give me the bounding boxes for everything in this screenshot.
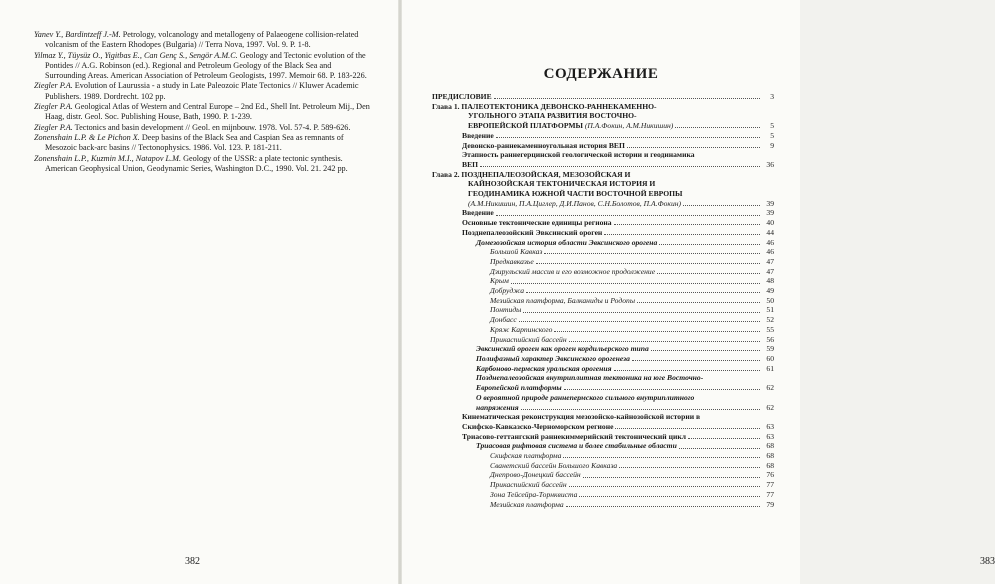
toc-entry-label — [468, 199, 681, 208]
toc-page-number: 68 — [766, 451, 774, 461]
reference-authors: Yanev Y., Bardintzeff J.-M. — [34, 30, 121, 39]
toc-leader-dots — [627, 147, 760, 148]
toc-leader-dots — [579, 496, 760, 497]
toc-entry-label: ВЕП — [462, 159, 479, 169]
toc-leader-dots — [583, 477, 760, 478]
toc-leader-dots — [651, 350, 760, 351]
toc-entry-label: Глава 2. ПОЗДНЕПАЛЕОЗОЙСКАЯ, МЕЗОЗОЙСКАЯ И — [432, 169, 631, 179]
toc-leader-dots — [683, 205, 760, 206]
toc-entry-label: Сванетский бассейн Большого Кавказа — [490, 460, 618, 470]
toc-leader-dots — [480, 166, 760, 167]
toc-page-number: 9 — [770, 140, 774, 150]
toc-entry-label: Основные тектонические единицы региона — [462, 218, 612, 228]
toc-leader-dots — [521, 409, 760, 410]
toc-page-number: 62 — [766, 383, 774, 393]
toc-entry — [432, 432, 774, 441]
toc-leader-dots — [564, 389, 760, 390]
page-number-left: 382 — [185, 556, 200, 567]
toc-leader-dots — [637, 302, 760, 303]
reference-item — [34, 102, 374, 123]
toc-entry — [432, 412, 774, 421]
toc-entry — [432, 315, 774, 324]
toc-page-number: 60 — [766, 353, 774, 363]
toc-entry — [432, 344, 774, 353]
toc-leader-dots — [604, 234, 760, 235]
toc-leader-dots — [496, 137, 760, 138]
reference-authors: Yilmaz Y., Tüysüz O., Yigitbas E., Can Genç S., Sengör A.M.C. — [34, 50, 238, 60]
toc-entry — [432, 276, 774, 285]
toc-entry — [432, 247, 774, 256]
toc-entry — [432, 296, 774, 305]
toc-entry — [432, 92, 774, 101]
left-page — [0, 0, 398, 584]
toc-page-number: 62 — [766, 402, 774, 412]
toc-entry — [432, 208, 774, 217]
toc-page-number: 51 — [766, 305, 774, 315]
toc-entry-label: Позднепалеозойская внутриплитная тектоника на юге Восточно- — [476, 373, 704, 383]
toc-page-number: 76 — [766, 470, 774, 480]
toc-entry — [432, 325, 774, 334]
toc-page-number: 36 — [766, 159, 774, 169]
toc-leader-dots — [679, 448, 760, 449]
toc-leader-dots — [632, 360, 760, 361]
toc-leader-dots — [659, 244, 760, 245]
toc-entry-label: Карбоново-пермская уральская орогения — [476, 363, 612, 373]
toc-entry-label: напряжения — [476, 402, 519, 412]
toc-entry — [432, 150, 774, 159]
reference-item — [34, 154, 374, 175]
toc-entry-label: ПРЕДИСЛОВИЕ — [432, 92, 492, 101]
toc-leader-dots — [523, 312, 760, 313]
reference-authors: Ziegler P.A. — [34, 102, 73, 112]
toc-entry — [432, 383, 774, 392]
toc-page-number: 68 — [766, 460, 774, 470]
toc-entry — [432, 500, 774, 509]
toc-leader-dots — [615, 428, 760, 429]
toc-entry-label: Понтиды — [490, 305, 522, 315]
toc-entry — [432, 305, 774, 314]
toc-leader-dots — [657, 273, 760, 274]
toc-page-number: 50 — [766, 295, 774, 305]
toc-entry — [432, 286, 774, 295]
toc-entry — [432, 102, 774, 111]
toc-entry — [432, 189, 774, 198]
toc-entry — [432, 131, 774, 140]
toc-entry-label: Дзирульский массив и его возможное продолжение — [490, 266, 656, 276]
toc-entry-label: Глава 1. ПАЛЕОТЕКТОНИКА ДЕВОНСКО-РАННЕКАМЕННО- — [432, 101, 657, 111]
toc-leader-dots — [544, 253, 760, 254]
toc-page-number: 46 — [766, 237, 774, 247]
reference-authors: Zonenshain L.P. & Le Pichon X. — [34, 132, 140, 142]
toc-entry — [432, 451, 774, 460]
toc-leader-dots — [675, 127, 760, 128]
toc-entry — [432, 364, 774, 373]
toc-entry — [432, 141, 774, 150]
toc-leader-dots — [569, 341, 760, 342]
reference-text: Tectonics and basin development // Geol. en mijnbouw. 1978. Vol. 57-4. P. 589-626. — [72, 122, 351, 132]
toc-entry-label: Зона Тейсейра-Торнквиста — [490, 489, 578, 499]
toc-entry-label: Триасовая рифтовая система и более стабильные области — [476, 441, 677, 451]
toc-page-number: 3 — [770, 92, 774, 101]
right-page — [402, 0, 995, 584]
toc-page-number: 63 — [766, 431, 774, 441]
reference-text: Geological Atlas of Western and Central Europe – 2nd Ed., Shell Int. Petroleum Mij., Den Haag, distr. Geol. Soc. Publishing House, Bath, 1990. P. 1-239. — [45, 102, 370, 122]
toc-entry-label: Скифская платформа — [490, 451, 562, 461]
toc-leader-dots — [563, 457, 760, 458]
toc-entry-label: Прикаспийский бассейн — [490, 480, 567, 490]
toc-entry-label: Домезозойская история области Эвксинского орогена — [476, 237, 658, 247]
toc-page-number: 46 — [766, 247, 774, 257]
toc-entry-label: ЕВРОПЕЙСКОЙ ПЛАТФОРМЫ (П.А.Фокин, А.М.Никишин) — [468, 121, 674, 131]
toc-entry-label: Крым — [490, 276, 509, 286]
toc-entry — [432, 335, 774, 344]
toc-leader-dots — [614, 370, 761, 371]
toc-page-number: 56 — [766, 334, 774, 344]
reference-item — [34, 123, 374, 133]
toc-entry-label: О вероятной природе раннепермского сильного внутриплитного — [476, 392, 695, 402]
toc-entry-label: Европейской платформы — [476, 383, 562, 393]
toc-entry — [432, 228, 774, 237]
toc-entry-authors: (П.А.Фокин, А.М.Никишин) — [582, 121, 674, 131]
toc-entry-label: Мезийская платформа, Балканиды и Родопы — [490, 295, 635, 305]
toc-entry — [432, 267, 774, 276]
reference-text: Geology and Tectonic evolution of the Pontides // A.G. Robinson (ed.). Regional and Petroleum Geology of the Black Sea and Surrounding Areas. American Association of Petroleum Geologists, 1997. Memoir 68. P. 183-226. — [45, 50, 367, 81]
table-of-contents — [432, 92, 774, 509]
toc-entry — [432, 441, 774, 450]
toc-entry — [432, 403, 774, 412]
toc-page-number: 5 — [770, 121, 774, 131]
toc-leader-dots — [511, 283, 760, 284]
toc-page-number: 47 — [766, 256, 774, 266]
toc-entry-label: Добруджа — [490, 286, 524, 296]
toc-entry-label: Большой Кавказ — [490, 247, 543, 257]
toc-page-number: 61 — [766, 363, 774, 373]
toc-page-number: 52 — [766, 315, 774, 325]
toc-page-number: 39 — [766, 198, 774, 208]
reference-item — [34, 81, 374, 102]
reference-authors: Ziegler P.A. — [34, 122, 73, 132]
toc-entry — [432, 422, 774, 431]
toc-page-number: 49 — [766, 286, 774, 296]
page-number-right: 383 — [980, 556, 995, 567]
toc-title: СОДЕРЖАНИЕ — [543, 66, 659, 82]
toc-entry-label: Прикаспийский бассейн — [490, 334, 567, 344]
reference-item — [34, 133, 374, 154]
toc-entry — [432, 160, 774, 169]
toc-entry-label: Девонско-раннекаменноугольная история ВЕП — [462, 140, 625, 150]
toc-leader-dots — [569, 486, 760, 487]
toc-page-number: 48 — [766, 276, 774, 286]
toc-page-number: 77 — [766, 480, 774, 490]
toc-entry-label: Триасово-геттангский раннекиммерийский тектонический цикл — [462, 431, 686, 441]
toc-entry-label: Кинематическая реконструкция мезозойско-кайнозойской истории в — [462, 412, 701, 422]
toc-page-number: 59 — [766, 344, 774, 354]
toc-entry — [432, 373, 774, 382]
toc-leader-dots — [619, 467, 760, 468]
toc-page-number: 68 — [766, 441, 774, 451]
toc-page-number: 77 — [766, 489, 774, 499]
toc-leader-dots — [519, 321, 760, 322]
toc-page-number: 63 — [766, 421, 774, 431]
toc-entry — [432, 179, 774, 188]
toc-entry-label: Этапность раннегерцинской геологической истории и геодинамика — [462, 150, 695, 160]
reference-text: Evolution of Laurussia - a study in Late Paleozoic Plate Tectonics // Kluwer Academic Publishers. 1989. Dordrecht. 102 pp. — [45, 81, 359, 101]
reference-text: Geology of the USSR: a plate tectonic synthesis. American Geophysical Union, Geodynamic Series, Washington D.C., 1990. Vol. 21. 242 pp. — [45, 153, 348, 173]
toc-entry-label: Кряж Карпинского — [490, 324, 553, 334]
toc-leader-dots — [496, 215, 760, 216]
toc-entry-label: Введение — [462, 130, 494, 140]
reference-list — [34, 30, 374, 174]
toc-page-number: 39 — [766, 208, 774, 218]
toc-page-number: 79 — [766, 499, 774, 509]
toc-leader-dots — [554, 331, 760, 332]
reference-authors: Ziegler P.A. — [34, 81, 73, 91]
reference-item — [34, 51, 374, 82]
reference-text: Deep basins of the Black Sea and Caspian Sea as remnants of Mesozoic back-arc basins // Tectonophysics. 1986. Vol. 123. P. 181-211. — [45, 132, 344, 153]
toc-entry — [432, 218, 774, 227]
toc-leader-dots — [688, 438, 760, 439]
toc-entry — [432, 170, 774, 179]
toc-entry-label: УГОЛЬНОГО ЭТАПА РАЗВИТИЯ ВОСТОЧНО- — [468, 111, 637, 121]
toc-leader-dots — [614, 224, 760, 225]
toc-entry-label: Позднепалеозойский Эвксинский ороген — [462, 227, 603, 237]
toc-entry — [432, 238, 774, 247]
reference-text: Petrology, volcanology and metallogeny of Palaeogene collision-related volcanism of the Eastern Rhodopes (Bulgaria) // Terra Nova, 1997. Vol. 9. P. 1-8. — [45, 30, 359, 50]
toc-leader-dots — [494, 98, 760, 99]
toc-entry — [432, 470, 774, 479]
toc-leader-dots — [526, 292, 760, 293]
toc-entry-label: Днепрово-Донецкий бассейн — [490, 470, 581, 480]
toc-entry-label: Введение — [462, 208, 494, 218]
toc-page-number: 40 — [766, 218, 774, 228]
toc-entry-label: КАЙНОЗОЙСКАЯ ТЕКТОНИЧЕСКАЯ ИСТОРИЯ И — [468, 179, 656, 189]
toc-entry-label: Скифско-Кавказско-Черноморском регионе — [462, 421, 614, 431]
toc-entry — [432, 199, 774, 208]
toc-entry — [432, 461, 774, 470]
toc-entry — [432, 393, 774, 402]
reference-item — [34, 30, 374, 51]
toc-entry-label: Полифазный характер Эвксинского орогенеза — [476, 353, 630, 363]
toc-entry — [432, 354, 774, 363]
toc-page-number: 47 — [766, 266, 774, 276]
toc-entry — [432, 111, 774, 120]
toc-entry-label: Предкавказье — [490, 256, 534, 266]
toc-entry-authors: (А.М.Никишин, П.А.Циглер, Д.И.Панов, С.Н.Болотов, П.А.Фокин) — [468, 198, 682, 208]
reference-authors: Zonenshain L.P., Kuzmin M.I., Natapov L.M. — [34, 153, 182, 163]
toc-entry-label: Мезийская платформа — [490, 499, 564, 509]
toc-leader-dots — [536, 263, 760, 264]
toc-entry-label: ГЕОДИНАМИКА ЮЖНОЙ ЧАСТИ ВОСТОЧНОЙ ЕВРОПЫ — [468, 189, 683, 199]
toc-entry — [432, 121, 774, 130]
toc-entry-label: Эвксинский ороген как ороген кордильерского типа — [476, 344, 649, 354]
toc-entry — [432, 257, 774, 266]
toc-entry — [432, 480, 774, 489]
toc-entry — [432, 490, 774, 499]
toc-page-number: 5 — [770, 130, 774, 140]
toc-page-number: 44 — [766, 227, 774, 237]
toc-entry-label: Донбасс — [490, 315, 517, 325]
toc-leader-dots — [566, 506, 760, 507]
toc-page-number: 55 — [766, 324, 774, 334]
